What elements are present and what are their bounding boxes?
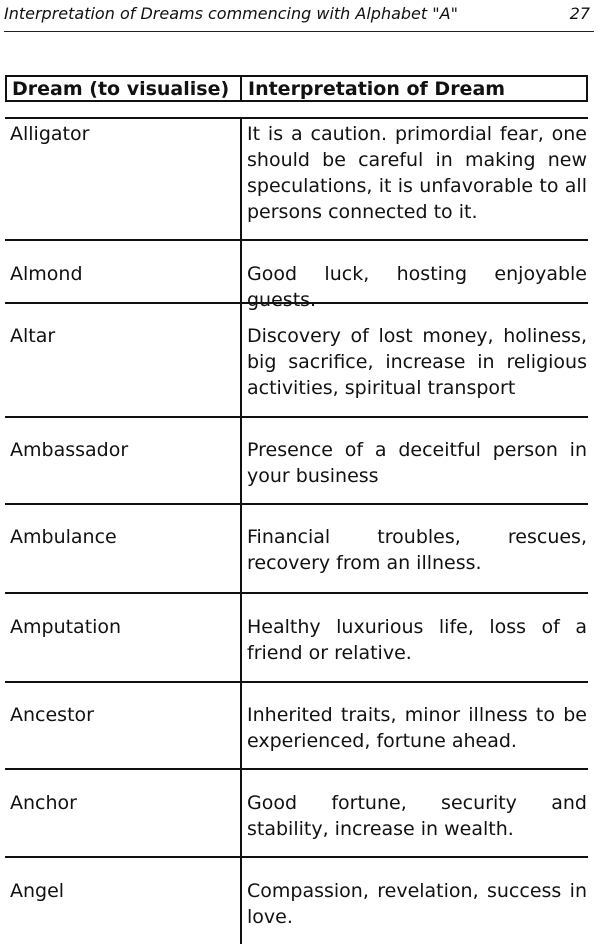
row-divider — [5, 681, 588, 683]
dream-interpretation: Healthy luxurious life, loss of a friend or relative. — [247, 616, 587, 664]
dream-term: Ambulance — [10, 526, 117, 548]
row-divider — [5, 416, 588, 418]
page-number: 27 — [569, 4, 590, 23]
running-head — [4, 2, 590, 28]
dream-interpretation: Good fortune, security and stability, increase in wealth. — [247, 792, 587, 840]
dream-interpretation: Inherited traits, minor illness to be experienced, fortune ahead. — [247, 704, 587, 752]
dream-interpretation: Compassion, revelation, success in love. — [247, 880, 587, 928]
dream-term: Altar — [10, 325, 56, 347]
row-divider — [5, 117, 588, 119]
dream-interpretation: Presence of a deceitful person in your business — [247, 439, 587, 487]
table-header — [5, 75, 588, 102]
header-rule — [4, 31, 594, 32]
row-divider — [5, 302, 588, 304]
header-column-divider — [240, 77, 242, 100]
running-title: Interpretation of Dreams commencing with Alphabet "A" — [4, 4, 458, 23]
column-header-interpretation: Interpretation of Dream — [248, 78, 506, 100]
dream-term: Ancestor — [10, 704, 94, 726]
row-divider — [5, 239, 588, 241]
row-divider — [5, 768, 588, 770]
dream-term: Angel — [10, 880, 65, 902]
dream-interpretation: Discovery of lost money, holiness, big sacrifice, increase in religious activities, spiritual transport — [247, 325, 587, 399]
row-divider — [5, 856, 588, 858]
dream-interpretation: Financial troubles, rescues, recovery from an illness. — [247, 526, 587, 574]
dream-term: Anchor — [10, 792, 77, 814]
row-divider — [5, 592, 588, 594]
dream-interpretation: It is a caution. primordial fear, one should be careful in making new speculations, it is unfavorable to all persons connected to it. — [247, 123, 587, 223]
row-divider — [5, 503, 588, 505]
dream-term: Ambassador — [10, 439, 129, 461]
column-header-dream: Dream (to visualise) — [12, 78, 230, 100]
column-divider — [240, 117, 242, 944]
dream-interpretation: Good luck, hosting enjoyable guests. — [247, 263, 587, 311]
dream-term: Almond — [10, 263, 83, 285]
dream-term: Amputation — [10, 616, 122, 638]
dream-term: Alligator — [10, 123, 90, 145]
